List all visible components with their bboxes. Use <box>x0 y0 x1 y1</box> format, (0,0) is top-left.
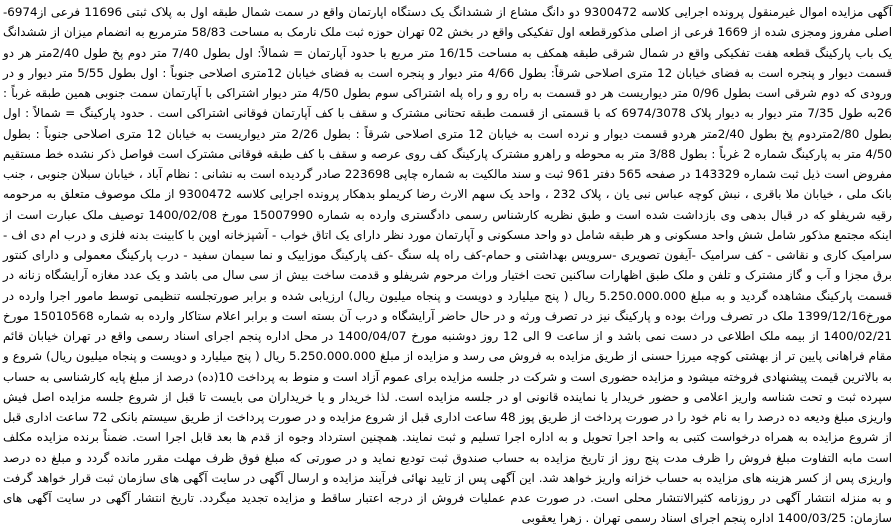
auction-notice-text: آگهی مزایده اموال غیرمنقول پرونده اجرایی کلاسه 9300472 دو دانگ مشاع از ششدانگ یک دستگاه اپارتمان واقع در سمت شمال طبقه اول به پلاک ثبتی 11696 فرعی از6974- اصلی مفروز ومجزی شده از 1669 فرعی از اصلی مذکورقطعه اول تفکیکی واقع در بخش 02 تهران حوزه ثبت ملک نارمک به مساحت 58/83 مترمربع به انضمام میزان از ششدانگ یک باب پارکینگ قطعه هفت تفکیکی واقع در شمال شرقی طبقه همکف به مساحت 16/15 متر مربع با حدود آپارتمان = شمالاً: اول بطول 7/40 متر دوم پخ طول 2/40متر هر دو قسمت دیوار و پنجره است به فضای خیابان 12 متری اصلاحی شرقاً: بطول 4/66 متر دیوار و پنجره است به فضای خیابان 12متری اصلاحی جنوباً : اول بطول 5/55 متر دیوار و در ورودی که دوم شرقی است بطول 0/96 متر دیواریست هر دو قسمت به راه رو و راه پله اشتراکی سوم بطول 4/50 متر دیوار اشتراکی با آپارتمان سمت جنوبی همین طبقه غرباً : 26به طول 7/35 متر دیوار به دیوار پلاک 6974/3078 که با قسمتی از قسمت طبقه تحتانی مشترک و سقف با کف آپارتمان فوقانی اشتراکی است . حدود پارکینگ = شمالاً : اول بطول 2/80متردوم پخ بطول 2/40متر هردو قسمت دیوار و نرده است به خیابان 12 متری اصلاحی شرقاً : بطول 2/26 متر دیواریست به خیابان 12 متری اصلاحی جنوباً : بطول 4/50 متر به پارکینگ شماره 2 غرباً : بطول 3/88 متر به محوطه و راهرو مشترک پارکینگ کف روی عرصه و سقف با کف طبقه فوقانی مشترک است فواصل ذکر نشده خط مستقیم مفروض است ذیل ثبت شماره 143329 در صفحه 565 دفتر 961 ثبت و سند مالکیت به شماره چاپی 223698 صادر گردیده است به نشانی : نظام آباد ، خیابان سبلان جنوبی ، جنب بانک ملی ، خیابان ملا باقری ، نبش کوچه عباس نبی یان ، پلاک 232 ، واحد یک سهم الارث رضا کریملو بدهکار پرونده اجرایی کلاسه 9300472 از ملک موصوف متعلق به مرحومه رقیه شریفلو که در قبال بدهی وی بازداشت شده است و طبق نظریه کارشناس رسمی دادگستری وارده به شماره 15007990 مورخ 1400/02/08 توصیف ملک عبارت است از اینکه مجتمع مذکور شامل شش واحد مسکونی و هر طبقه شامل دو واحد مسکونی و آپارتمان مورد نظر دارای یک اتاق خواب - آشپزخانه اوپن با کابینت بدنه فلزی و درب ام دی اف - سرامیک کاری و نقاشی - کف سرامیک -آیفون تصویری -سرویس بهداشتی و حمام-کف راه پله سنگ -کف پارکینگ موزاییک و نما سیمان سفید - درب پارکینگ معمولی و دارای کنتور برق مجزا و آب و گاز مشترک و تلفن و ملک طبق اظهارات ساکنین تحت اختیار وراث مرحوم شریفلو و قدمت ساخت بیش از سی سال می باشد و یک عدد مغازه آرایشگاه زنانه در قسمت پارکینگ مشاهده گردید و به مبلغ 5.250.000.000 ریال ( پنج میلیارد و دویست و پنجاه میلیون ریال) ارزیابی شده و برابر صورتجلسه تنظیمی توسط مامور اجرا وارده در مورخ1399/12/16 ملک در تصرف وراث بوده و پارکینگ نیز در تصرف ورثه و در حال حاضر آرایشگاه و درب آن بسته است و برابر اعلام ستاکار وارده به شماره 15010568 مورخ 1400/02/21 از بیمه ملک اطلاعی در دست نمی باشد و از ساعت 9 الی 12 روز دوشنبه مورخ 1400/04/07 در محل اداره پنجم اجرای اسناد رسمی واقع در تهران خیابان قائم مقام فراهانی پایین تر از بهشتی کوچه میرزا حسنی از طریق مزایده به فروش می رسد و مزایده از مبلغ 5.250.000.000 ریال ( پنج میلیارد و دویست و پنجاه میلیون ریال) شروع و به بالاترین قیمت پیشنهادی فروخته میشود و مزایده حضوری است و شرکت در جلسه مزایده برای عموم آزاد است و منوط به پرداخت 10(ده) درصد از مبلغ پایه کارشناسی به حساب سپرده ثبت و تحت شناسه واریز اعلامی و حضور خریدار یا نماینده قانونی او در جلسه مزایده است. لذا خریدار و یا خریداران می بایست تا قبل از شروع جلسه مزایده اصل فیش واریزی مبلغ ودیعه ده درصد را به نام خود را در صورت پرداخت از طریق پوز 48 ساعت اداری قبل از شروع مزایده و در صورت پرداخت از طریق سیستم بانکی 72 ساعت اداری قبل از شروع مزایده به همراه درخواست کتبی به واحد اجرا تحویل و به اداره اجرا تسلیم و ثبت نمایند. همچنین استرداد وجوه از قدم ها بعد قابل اجرا است. ضمناً برنده مزایده مکلف است مابه التفاوت مبلغ فروش را ظرف مدت پنج روز از تاریخ مزایده به حساب صندوق ثبت تودیع نماید و در صورتی که مبلغ فوق ظرف مهلت مقرر مانده گردد و مبلغ ده درصد واریزی پس از کسر هزینه های مزایده به حساب خزانه واریز خواهد شد. این آگهی پس از تایید نهائی فرآیند مزایده و ارسال آگهی در سایت آگهی های سازمان ثبت قرار خواهد گرفت و به منزله انتشار آگهی در روزنامه کثیرالانتشار محلی است. در صورت عدم عملیات فروش از درجه اعتبار ساقط و مزایده تجدید میگردد. تاریخ انتشار آگهی در سایت آگهی های سازمان: 1400/03/25 اداره پنجم اجرای اسناد رسمی تهران . زهرا یعقوبی <box>3 5 893 526</box>
